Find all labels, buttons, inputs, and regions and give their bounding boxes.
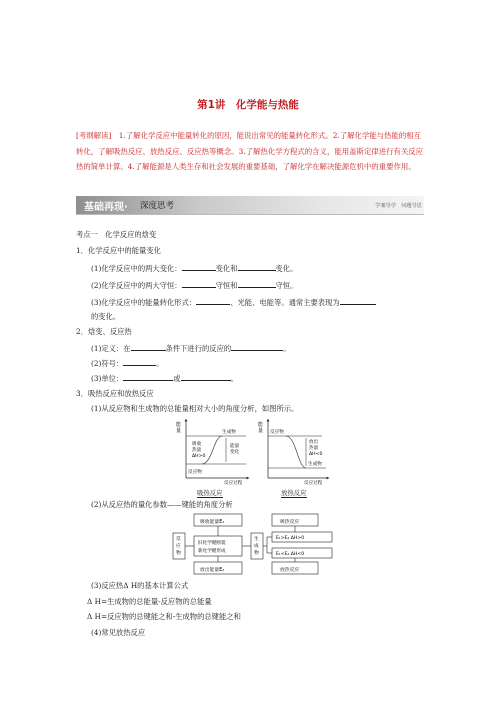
- endo-xlabel: 反应过程: [224, 481, 243, 486]
- blank: [181, 373, 231, 381]
- blank: [182, 263, 216, 271]
- def-2-b: 。: [156, 359, 164, 368]
- blank: [182, 280, 216, 288]
- section-banner: [76, 196, 424, 215]
- exo-ylabel-2: 量: [258, 428, 264, 434]
- formula-1: Δ H=生成物的总能量-反应物的总能量: [87, 597, 212, 606]
- bond-exo: 放热反应: [280, 568, 300, 573]
- line-1-2: [91, 280, 297, 291]
- bond-energy-diagram: [172, 512, 338, 576]
- bond-release: 放出能量E₂: [200, 568, 225, 573]
- line-1-1: [91, 263, 297, 274]
- def-3-c: 。: [230, 374, 238, 383]
- blank: [238, 280, 276, 288]
- endo-dh: ΔH>0: [192, 454, 206, 459]
- banner-dot: ·: [124, 202, 128, 213]
- line-1-3-a: (3)化学反应中的能量转化形式：: [91, 298, 197, 307]
- formula-2: Δ H=反应物的总键能之和-生成物的总键能之和: [87, 612, 241, 621]
- bond-cond-1: E₁>E₂ ΔH>0: [276, 536, 305, 541]
- explain-3: (3)反应热Δ H的基本计算公式: [91, 581, 189, 590]
- endo-caption: 吸热反应: [197, 489, 223, 497]
- line-1-3-cont: 的变化。: [91, 312, 121, 321]
- line-1-1-a: (1)化学反应中的两大变化：: [91, 264, 182, 273]
- bond-absorb: 吸收能量E₁: [200, 520, 225, 525]
- bond-cond-2: E₁<E₂ ΔH<0: [276, 552, 305, 557]
- bond-product-2: 成: [254, 544, 259, 549]
- point-heading: 考点一 化学反应的焓变: [76, 230, 157, 239]
- explain-1: (1)从反应物和生成物的总能量相对大小的角度分析，如图所示。: [91, 404, 299, 413]
- syllabus-intro: [76, 128, 424, 175]
- blank: [231, 343, 283, 351]
- bond-reactant-3: 物: [176, 551, 181, 556]
- syllabus-text: 1.了解化学反应中能量转化的原因，能说出常见的能量转化形式。2.了解化学能与热能的相互转化，了解吸热反应、放热反应、反应热等概念。3.了解热化学方程式的含义，能用盖斯定律进行有关反应热的简单计算。4.了解能源是人类生存和社会发展的重要基础，了解化学在解决能源危机中的重要作用。: [76, 131, 424, 172]
- endo-energy-2: 变化: [230, 450, 240, 455]
- line-1-2-a: (2)化学反应中的两大守恒：: [91, 281, 182, 290]
- blank: [196, 297, 230, 305]
- bond-endo: 吸热反应: [280, 520, 300, 525]
- exo-reactant: 反应物: [270, 430, 284, 435]
- bond-reactant-1: 反: [176, 537, 181, 542]
- def-1: [91, 343, 291, 354]
- line-1-1-b: 变化和: [215, 264, 238, 273]
- energy-diagram: [172, 416, 332, 486]
- exo-product: 生成物: [308, 462, 322, 467]
- def-2: [91, 358, 164, 369]
- endo-reactant: 反应物: [188, 470, 202, 475]
- exo-caption: 放热反应: [281, 489, 307, 497]
- heading-2: 2．焓变、反应热: [76, 327, 132, 336]
- exothermic-diagram: [258, 420, 328, 486]
- bond-form: 新化学键形成: [198, 549, 226, 554]
- endothermic-diagram: [176, 420, 248, 486]
- banner-main-label: 基础再现: [84, 202, 124, 213]
- blank: [123, 358, 156, 366]
- banner-right: 学案导学 问题导思: [375, 203, 422, 209]
- line-1-2-b: 守恒和: [215, 281, 238, 290]
- def-3: [91, 373, 238, 384]
- def-3-a: (3)单位：: [91, 374, 124, 383]
- page-title: 第1讲 化学能与热能: [197, 99, 299, 111]
- line-1-3-b: 、光能、电能等。通常主要表现为: [230, 298, 340, 307]
- def-1-a: (1)定义：在: [91, 344, 131, 353]
- exo-ylabel-1: 能: [258, 422, 264, 428]
- syllabus-tag: [考纲解读]: [76, 131, 112, 140]
- endo-energy-1: 能量: [230, 444, 240, 449]
- bond-product-3: 物: [254, 551, 259, 556]
- endo-absorb-1: 吸收: [192, 442, 202, 447]
- bond-reactant-2: 应: [176, 544, 181, 549]
- explain-2: (2)从反应热的量化参数——键能的角度分析: [91, 500, 233, 509]
- exo-dh: ΔH<0: [309, 452, 323, 457]
- banner-sub: 深度思考: [140, 201, 175, 211]
- def-1-c: 。: [283, 344, 291, 353]
- def-1-b: 条件下进行的反应的: [165, 344, 232, 353]
- heading-1: 1．化学反应中的能量变化: [76, 246, 161, 255]
- banner-main: [84, 198, 128, 213]
- explain-4: (4)常见放热反应: [91, 628, 146, 637]
- exo-release-1: 放出: [309, 440, 319, 445]
- bond-break: 旧化学键断裂: [198, 541, 226, 546]
- def-3-b: 或: [173, 374, 181, 383]
- bond-product-1: 生: [254, 537, 259, 542]
- endo-ylabel-2: 量: [176, 428, 182, 434]
- line-1-2-c: 守恒。: [275, 281, 298, 290]
- line-1-3: [91, 297, 376, 308]
- def-2-a: (2)符号：: [91, 359, 124, 368]
- endo-product: 生成物: [222, 430, 236, 435]
- line-1-1-c: 变化。: [275, 264, 298, 273]
- endo-ylabel-1: 能: [176, 422, 182, 428]
- endo-absorb-2: 热量: [192, 448, 202, 453]
- blank: [131, 343, 166, 351]
- exo-release-2: 热量: [309, 446, 319, 451]
- exo-xlabel: 反应过程: [304, 481, 323, 486]
- blank: [238, 263, 276, 271]
- heading-3: 3．吸热反应和放热反应: [76, 389, 154, 398]
- blank: [340, 297, 376, 305]
- blank: [123, 373, 173, 381]
